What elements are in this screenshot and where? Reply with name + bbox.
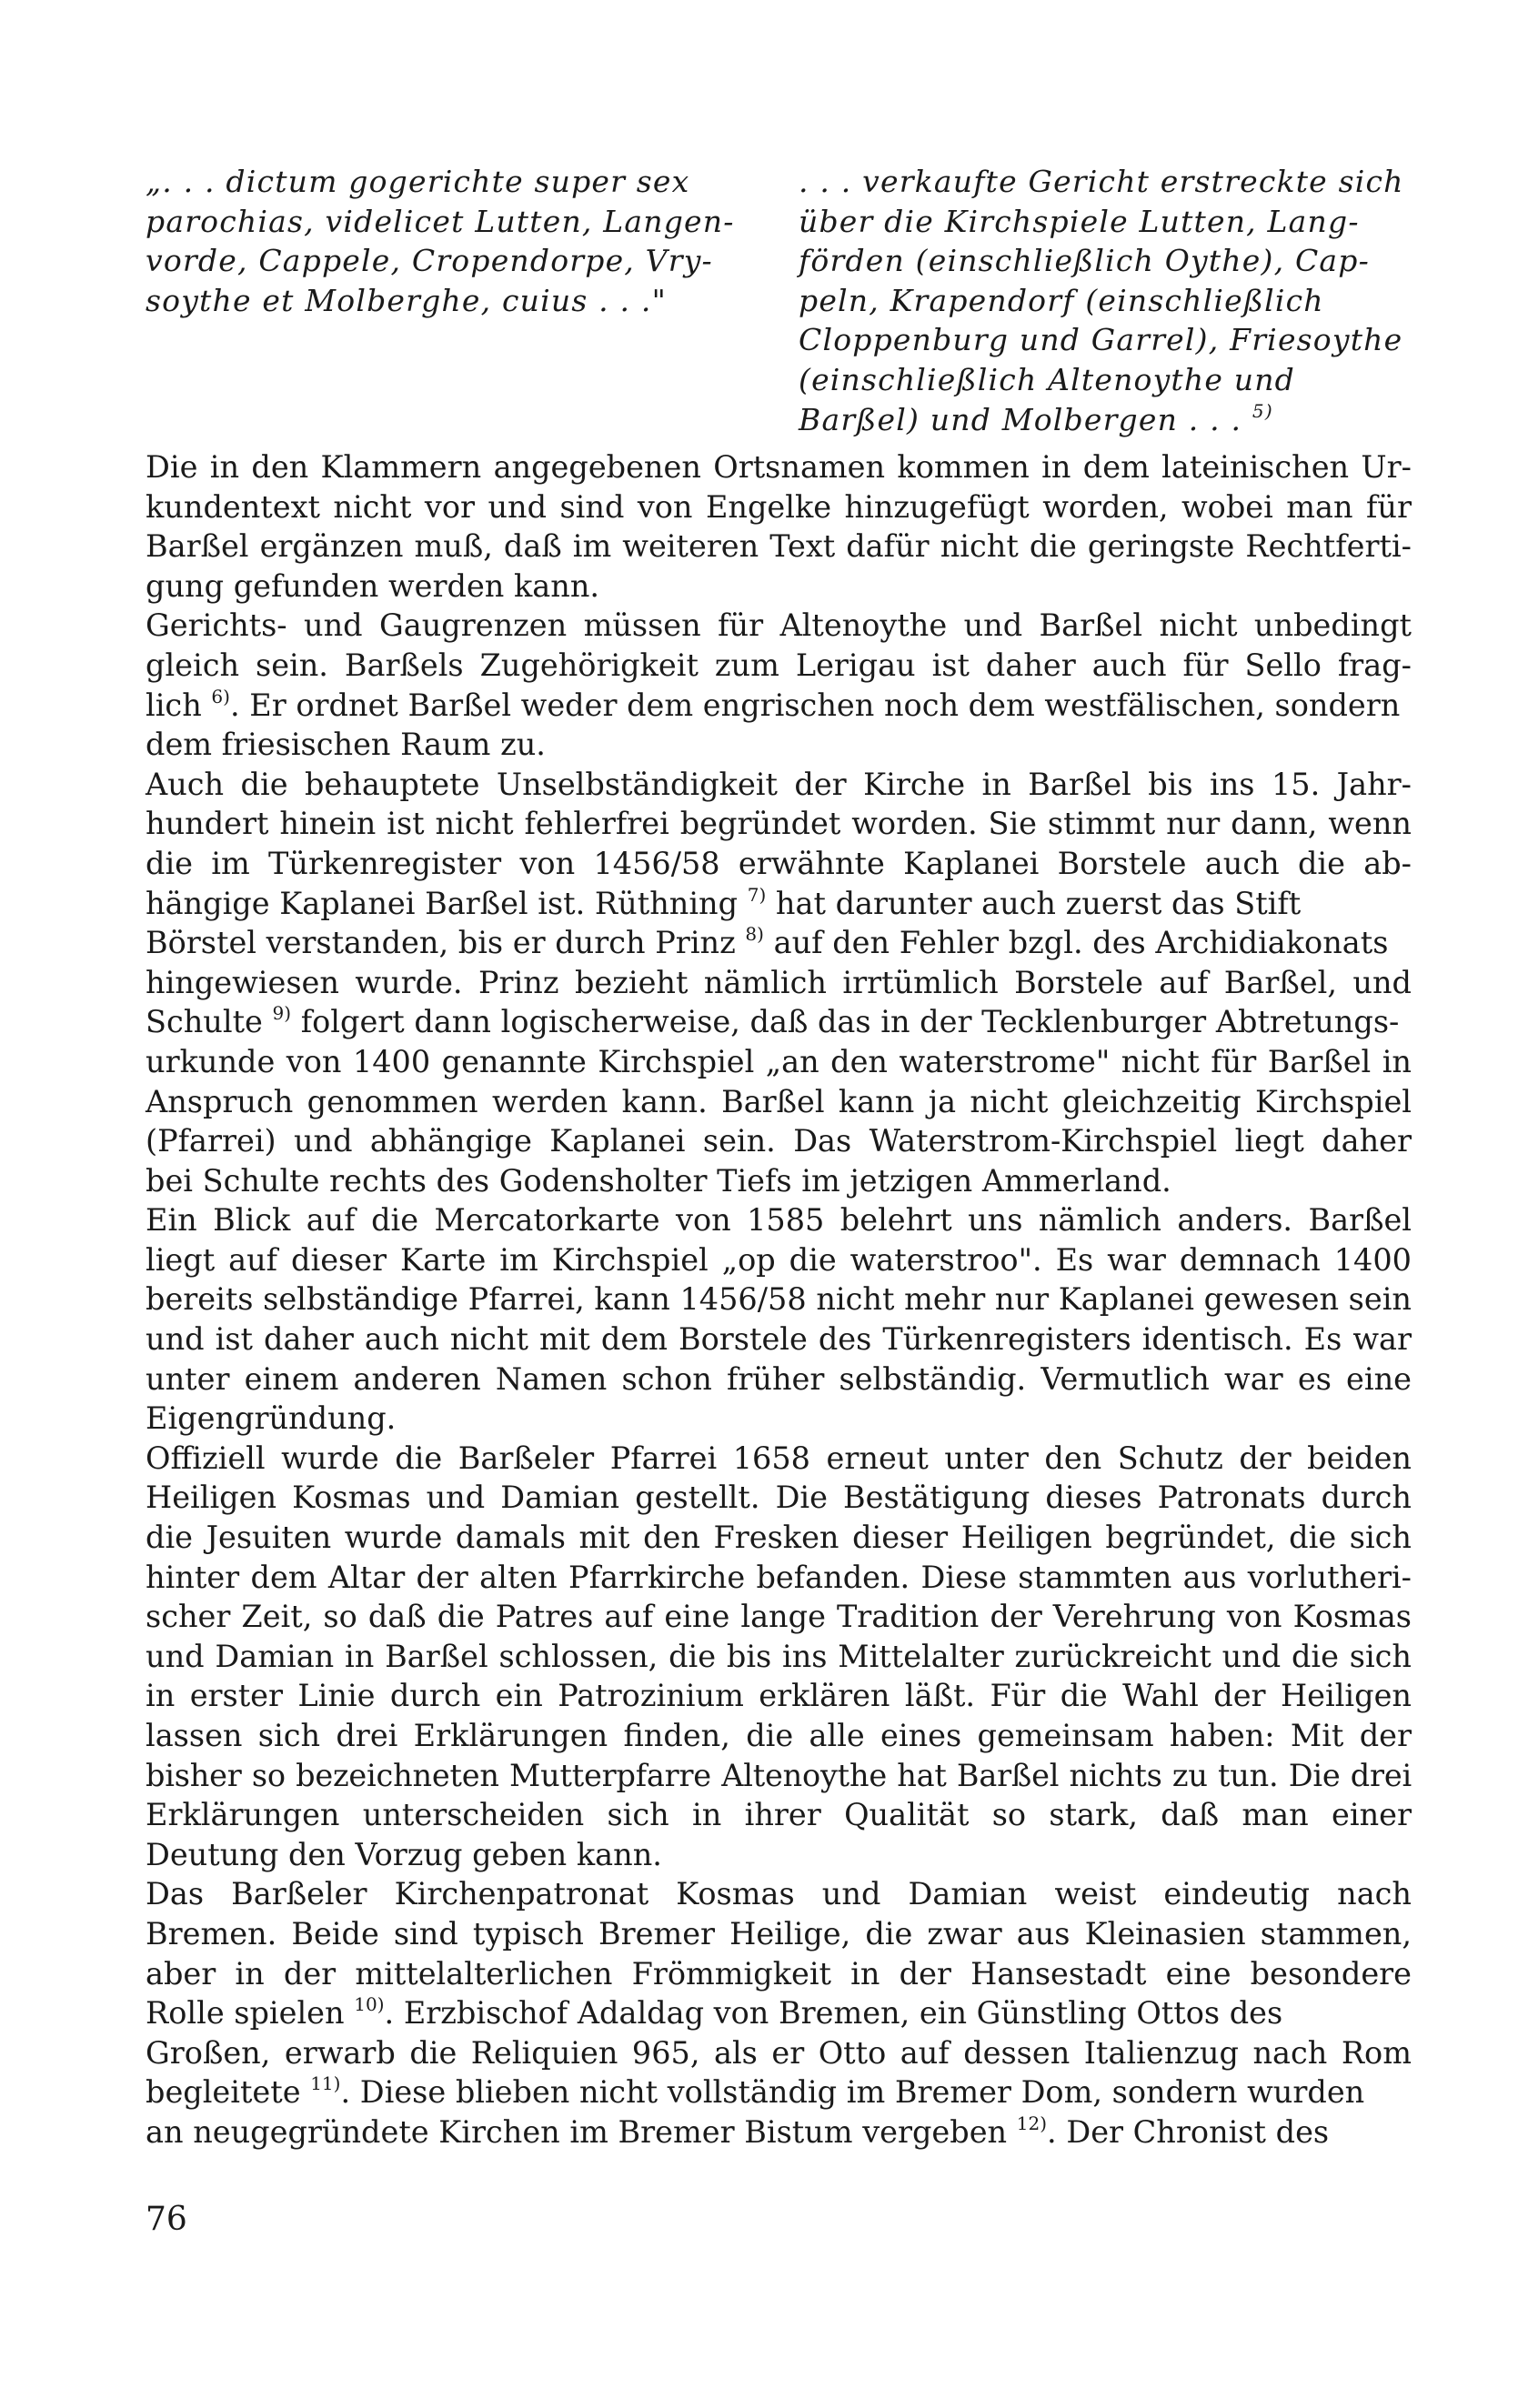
text-line: Bremen. Beide sind typisch Bremer Heilige, die zwar aus Kleinasien stammen, xyxy=(146,1915,1412,1951)
text-segment: . Der Chronist des xyxy=(1047,2113,1330,2150)
text-line: urkunde von 1400 genannte Kirchspiel „an den waterstrome" nicht für Barßel in xyxy=(146,1043,1412,1079)
quote-block xyxy=(146,162,1419,448)
text-line: dem friesischen Raum zu. xyxy=(146,727,546,763)
text-line: und ist daher auch nicht mit dem Borstele des Türkenregisters identisch. Es war xyxy=(146,1321,1412,1358)
paragraph xyxy=(146,1200,1412,1439)
text-line: Großen, erwarb die Reliquien 965, als er Otto auf dessen Italienzug nach Rom xyxy=(146,2034,1412,2071)
text-line: unter einem anderen Namen schon früher selbständig. Vermutlich war es eine xyxy=(146,1360,1412,1397)
footnote-ref: 8) xyxy=(745,923,764,946)
text-segment: lich xyxy=(146,687,202,723)
text-line: scher Zeit, so daß die Patres auf eine lange Tradition der Verehrung von Kosmas xyxy=(146,1599,1412,1635)
text-line: Die in den Klammern angegebenen Ortsnamen kommen in dem lateinischen Ur- xyxy=(146,449,1412,485)
text-line: Anspruch genommen werden kann. Barßel kann ja nicht gleichzeitig Kirchspiel xyxy=(146,1083,1412,1119)
text-line: hingewiesen wurde. Prinz bezieht nämlich irrtümlich Borstele auf Barßel, und xyxy=(146,964,1412,1000)
page-number: 76 xyxy=(146,2201,187,2238)
german-line: (einschließlich Altenoythe und xyxy=(799,361,1296,397)
text-segment: auf den Fehler bzgl. des Archidiakonats xyxy=(763,925,1389,961)
text-line: Barßel ergänzen muß, daß im weiteren Text dafür nicht die geringste Rechtferti- xyxy=(146,528,1412,565)
text-line: lassen sich drei Erklärungen finden, die alle eines gemeinsam haben: Mit der xyxy=(146,1718,1412,1753)
german-line-text: Barßel) und Molbergen . . . xyxy=(799,401,1242,437)
paragraph xyxy=(146,765,1412,1201)
text-segment: . Erzbischof Adaldag von Bremen, ein Günstling Ottos des xyxy=(384,1995,1283,2032)
text-line: Auch die behauptete Unselbständigkeit der Kirche in Barßel bis ins 15. Jahr- xyxy=(146,766,1412,802)
latin-quote xyxy=(146,162,746,320)
text-line: liegt auf dieser Karte im Kirchspiel „op die waterstroo". Es war demnach 1400 xyxy=(146,1241,1412,1278)
footnote-ref: 11) xyxy=(310,2072,341,2095)
paragraph xyxy=(146,1439,1412,1875)
text-line xyxy=(146,1993,1412,2033)
text-line: hundert hinein ist nicht fehlerfrei begründet worden. Sie stimmt nur dann, wenn xyxy=(146,806,1412,842)
footnote-ref: 6) xyxy=(211,685,230,707)
text-line: Offiziell wurde die Barßeler Pfarrei 1658 erneut unter den Schutz der beiden xyxy=(146,1440,1412,1476)
text-line xyxy=(146,923,1412,963)
text-line: bei Schulte rechts des Godensholter Tiefs im jetzigen Ammerland. xyxy=(146,1162,1171,1199)
text-line: Das Barßeler Kirchenpatronat Kosmas und Damian weist eindeutig nach xyxy=(146,1876,1412,1912)
text-segment: Schulte xyxy=(146,1004,263,1040)
footnote-ref: 12) xyxy=(1016,2112,1048,2134)
text-segment: begleitete xyxy=(146,2074,301,2111)
text-line: (Pfarrei) und abhängige Kaplanei sein. Das Waterstrom-Kirchspiel liegt daher xyxy=(146,1123,1412,1159)
footnote-ref: 5) xyxy=(1252,399,1273,422)
latin-quote-line: parochias, videlicet Lutten, Langen- xyxy=(146,203,735,239)
text-segment: hat darunter auch zuerst das Stift xyxy=(766,885,1302,921)
text-line: Heiligen Kosmas und Damian gestellt. Die Bestätigung dieses Patronats durch xyxy=(146,1480,1412,1516)
latin-quote-line: soythe et Molberghe, cuius . . ." xyxy=(146,282,667,318)
text-line: Erklärungen unterscheiden sich in ihrer Qualität so stark, daß man einer xyxy=(146,1797,1412,1833)
text-line: Gerichts- und Gaugrenzen müssen für Altenoythe und Barßel nicht unbedingt xyxy=(146,607,1412,644)
text-line: gung gefunden werden kann. xyxy=(146,567,600,604)
text-segment: hängige Kaplanei Barßel ist. Rüthning xyxy=(146,885,739,921)
text-line xyxy=(146,2072,1412,2112)
german-line: förden (einschließlich Oythe), Cap- xyxy=(799,243,1370,279)
text-segment: . Er ordnet Barßel weder dem engrischen noch dem westfälischen, sondern xyxy=(229,687,1401,723)
german-translation xyxy=(799,162,1435,439)
footnote-ref: 10) xyxy=(354,1993,385,2016)
german-line: über die Kirchspiele Lutten, Lang- xyxy=(799,203,1360,239)
text-segment: folgert dann logischerweise, daß das in der Tecklenburger Abtretungs- xyxy=(291,1004,1400,1040)
text-line: Ein Blick auf die Mercatorkarte von 1585 belehrt uns nämlich anders. Barßel xyxy=(146,1202,1412,1239)
text-line: gleich sein. Barßels Zugehörigkeit zum Lerigau ist daher auch für Sello frag- xyxy=(146,647,1412,683)
latin-quote-line: „. . . dictum gogerichte super sex xyxy=(146,164,690,199)
text-segment: . Diese blieben nicht vollständig im Bremer Dom, sondern wurden xyxy=(340,2074,1365,2111)
text-line: hinter dem Altar der alten Pfarrkirche befanden. Diese stammten aus vorlutheri- xyxy=(146,1559,1412,1595)
text-segment: Rolle spielen xyxy=(146,1995,345,2032)
text-line: in erster Linie durch ein Patrozinium erklären läßt. Für die Wahl der Heiligen xyxy=(146,1678,1412,1714)
body-text xyxy=(146,447,1412,2152)
paragraph xyxy=(146,447,1412,606)
text-line: kundentext nicht vor und sind von Engelke hinzugefügt worden, wobei man für xyxy=(146,488,1412,525)
footnote-ref: 9) xyxy=(272,1002,292,1025)
paragraph xyxy=(146,606,1412,764)
text-line: bisher so bezeichneten Mutterpfarre Altenoythe hat Barßel nichts zu tun. Die drei xyxy=(146,1757,1412,1793)
german-line xyxy=(799,400,1435,440)
german-line: Cloppenburg und Garrel), Friesoythe xyxy=(799,322,1403,358)
text-line: bereits selbständige Pfarrei, kann 1456/58 nicht mehr nur Kaplanei gewesen sein xyxy=(146,1281,1412,1318)
german-line: . . . verkaufte Gericht erstreckte sich xyxy=(799,164,1404,199)
text-line xyxy=(146,2112,1412,2152)
paragraph xyxy=(146,1874,1412,2152)
text-line: die Jesuiten wurde damals mit den Fresken dieser Heiligen begründet, die sich xyxy=(146,1520,1412,1556)
text-line xyxy=(146,1002,1412,1042)
text-line xyxy=(146,686,1412,726)
footnote-ref: 7) xyxy=(747,883,767,906)
text-line: Deutung den Vorzug geben kann. xyxy=(146,1836,662,1872)
text-line: aber in der mittelalterlichen Frömmigkeit in der Hansestadt eine besondere xyxy=(146,1955,1412,1992)
text-line: die im Türkenregister von 1456/58 erwähnte Kaplanei Borstele auch die ab- xyxy=(146,845,1412,881)
text-line: und Damian in Barßel schlossen, die bis ins Mittelalter zurückreicht und die sich xyxy=(146,1638,1412,1674)
text-segment: an neugegründete Kirchen im Bremer Bistum vergeben xyxy=(146,2113,1008,2150)
german-line: peln, Krapendorf (einschließlich xyxy=(799,282,1324,318)
text-line: Eigengründung. xyxy=(146,1400,397,1437)
text-segment: Börstel verstanden, bis er durch Prinz xyxy=(146,925,736,961)
text-line xyxy=(146,884,1412,924)
latin-quote-line: vorde, Cappele, Cropendorpe, Vry- xyxy=(146,243,713,279)
